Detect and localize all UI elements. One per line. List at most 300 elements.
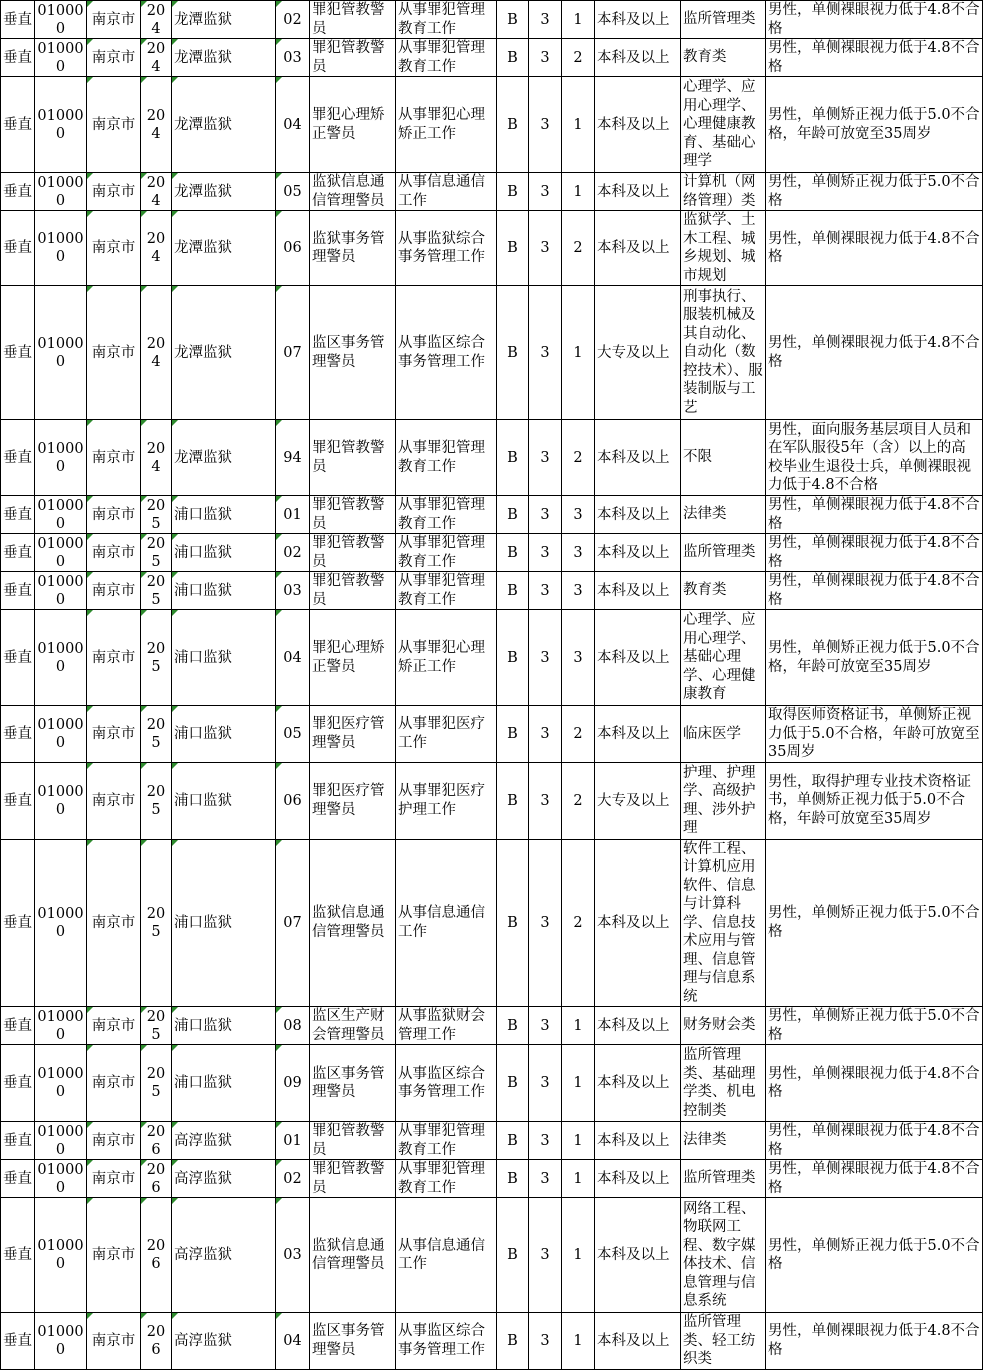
city-cell: 南京市 (87, 762, 141, 839)
note-cell: 男性，单侧矫正视力低于5.0不合格 (766, 1198, 983, 1313)
table-row (1, 1007, 983, 1045)
dept-code-cell: 010000 (35, 1007, 87, 1045)
category-cell: B (497, 496, 529, 534)
position-code-cell: 94 (276, 420, 310, 496)
dept-code-cell: 010000 (35, 1045, 87, 1122)
duty-cell: 从事监区综合事务管理工作 (396, 1313, 497, 1370)
note-cell: 男性，单侧裸眼视力低于4.8不合格 (766, 39, 983, 77)
unit-name-cell: 高淳监狱 (172, 1160, 276, 1198)
ratio-cell: 3 (529, 39, 562, 77)
duty-cell: 从事罪犯管理教育工作 (396, 1122, 497, 1160)
hire-count-cell: 1 (562, 1122, 595, 1160)
note-cell: 男性，单侧裸眼视力低于4.8不合格 (766, 286, 983, 420)
unit-name-cell: 高淳监狱 (172, 1122, 276, 1160)
dept-cell: 垂直 (1, 1, 35, 39)
position-code-cell: 02 (276, 1160, 310, 1198)
table-row (1, 762, 983, 839)
position-code-cell: 03 (276, 572, 310, 610)
major-cell: 网络工程、物联网工程、数字媒体技术、信息管理与信息系统 (681, 1198, 766, 1313)
unit-code-cell: 205 (141, 1007, 172, 1045)
category-cell: B (497, 1045, 529, 1122)
category-cell: B (497, 1198, 529, 1313)
city-cell: 南京市 (87, 1045, 141, 1122)
unit-name-cell: 浦口监狱 (172, 1007, 276, 1045)
position-code-cell: 01 (276, 1122, 310, 1160)
duty-cell: 从事监狱财会管理工作 (396, 1007, 497, 1045)
table-row (1, 1045, 983, 1122)
education-cell: 本科及以上 (595, 1122, 681, 1160)
dept-cell: 垂直 (1, 1198, 35, 1313)
education-cell: 大专及以上 (595, 762, 681, 839)
hire-count-cell: 1 (562, 1007, 595, 1045)
unit-name-cell: 龙潭监狱 (172, 420, 276, 496)
city-cell: 南京市 (87, 286, 141, 420)
unit-code-cell: 206 (141, 1160, 172, 1198)
position-name-cell: 罪犯医疗管理警员 (310, 706, 396, 763)
city-cell: 南京市 (87, 173, 141, 211)
hire-count-cell: 3 (562, 496, 595, 534)
unit-name-cell: 浦口监狱 (172, 762, 276, 839)
table-row (1, 420, 983, 496)
dept-code-cell: 010000 (35, 496, 87, 534)
city-cell: 南京市 (87, 211, 141, 286)
education-cell: 本科及以上 (595, 39, 681, 77)
unit-name-cell: 龙潭监狱 (172, 211, 276, 286)
major-cell: 教育类 (681, 39, 766, 77)
unit-name-cell: 浦口监狱 (172, 839, 276, 1007)
ratio-cell: 3 (529, 762, 562, 839)
category-cell: B (497, 211, 529, 286)
position-code-cell: 05 (276, 706, 310, 763)
note-cell: 男性，取得护理专业技术资格证书，单侧矫正视力低于5.0不合格，年龄可放宽至35周岁 (766, 762, 983, 839)
category-cell: B (497, 173, 529, 211)
dept-cell: 垂直 (1, 420, 35, 496)
education-cell: 本科及以上 (595, 839, 681, 1007)
category-cell: B (497, 1122, 529, 1160)
unit-code-cell: 205 (141, 1045, 172, 1122)
city-cell: 南京市 (87, 706, 141, 763)
position-name-cell: 罪犯心理矫正警员 (310, 77, 396, 173)
ratio-cell: 3 (529, 286, 562, 420)
ratio-cell: 3 (529, 1007, 562, 1045)
city-cell: 南京市 (87, 610, 141, 706)
table-row (1, 1, 983, 39)
dept-code-cell: 010000 (35, 762, 87, 839)
position-name-cell: 罪犯管教警员 (310, 496, 396, 534)
ratio-cell: 3 (529, 173, 562, 211)
unit-name-cell: 龙潭监狱 (172, 286, 276, 420)
position-code-cell: 05 (276, 173, 310, 211)
ratio-cell: 3 (529, 420, 562, 496)
duty-cell: 从事罪犯心理矫正工作 (396, 610, 497, 706)
dept-cell: 垂直 (1, 1122, 35, 1160)
unit-code-cell: 206 (141, 1122, 172, 1160)
category-cell: B (497, 706, 529, 763)
position-name-cell: 监狱信息通信管理警员 (310, 839, 396, 1007)
ratio-cell: 3 (529, 610, 562, 706)
major-cell: 心理学、应用心理学、基础心理学、心理健康教育 (681, 610, 766, 706)
major-cell: 监所管理类、轻工纺织类 (681, 1313, 766, 1370)
major-cell: 监所管理类、基础理学类、机电控制类 (681, 1045, 766, 1122)
major-cell: 教育类 (681, 572, 766, 610)
dept-cell: 垂直 (1, 286, 35, 420)
table-row (1, 77, 983, 173)
unit-code-cell: 204 (141, 211, 172, 286)
note-cell: 男性，单侧矫正视力低于5.0不合格 (766, 173, 983, 211)
major-cell: 监所管理类 (681, 1, 766, 39)
position-code-cell: 01 (276, 496, 310, 534)
table-row (1, 173, 983, 211)
category-cell: B (497, 762, 529, 839)
position-name-cell: 罪犯管教警员 (310, 420, 396, 496)
table-row (1, 211, 983, 286)
major-cell: 监所管理类 (681, 534, 766, 572)
ratio-cell: 3 (529, 1, 562, 39)
education-cell: 本科及以上 (595, 77, 681, 173)
dept-code-cell: 010000 (35, 211, 87, 286)
duty-cell: 从事罪犯管理教育工作 (396, 534, 497, 572)
hire-count-cell: 3 (562, 572, 595, 610)
position-code-cell: 08 (276, 1007, 310, 1045)
city-cell: 南京市 (87, 1313, 141, 1370)
note-cell: 男性，单侧裸眼视力低于4.8不合格 (766, 572, 983, 610)
category-cell: B (497, 286, 529, 420)
position-code-cell: 03 (276, 39, 310, 77)
ratio-cell: 3 (529, 1045, 562, 1122)
position-name-cell: 监狱事务管理警员 (310, 211, 396, 286)
category-cell: B (497, 1160, 529, 1198)
education-cell: 本科及以上 (595, 706, 681, 763)
dept-cell: 垂直 (1, 1313, 35, 1370)
duty-cell: 从事罪犯管理教育工作 (396, 496, 497, 534)
table-row (1, 1122, 983, 1160)
ratio-cell: 3 (529, 572, 562, 610)
duty-cell: 从事罪犯管理教育工作 (396, 1160, 497, 1198)
table-row (1, 534, 983, 572)
city-cell: 南京市 (87, 1198, 141, 1313)
note-cell: 男性，单侧矫正视力低于5.0不合格，年龄可放宽至35周岁 (766, 77, 983, 173)
position-code-cell: 06 (276, 762, 310, 839)
hire-count-cell: 1 (562, 1313, 595, 1370)
position-code-cell: 03 (276, 1198, 310, 1313)
category-cell: B (497, 420, 529, 496)
position-name-cell: 监区事务管理警员 (310, 1045, 396, 1122)
ratio-cell: 3 (529, 1198, 562, 1313)
position-code-cell: 09 (276, 1045, 310, 1122)
hire-count-cell: 2 (562, 839, 595, 1007)
table-row (1, 286, 983, 420)
table-row (1, 1313, 983, 1370)
dept-cell: 垂直 (1, 839, 35, 1007)
unit-code-cell: 206 (141, 1313, 172, 1370)
education-cell: 本科及以上 (595, 211, 681, 286)
position-name-cell: 罪犯管教警员 (310, 534, 396, 572)
dept-code-cell: 010000 (35, 1, 87, 39)
hire-count-cell: 1 (562, 1160, 595, 1198)
major-cell: 刑事执行、服装机械及其自动化、自动化（数控技术）、服装制版与工艺 (681, 286, 766, 420)
hire-count-cell: 1 (562, 1045, 595, 1122)
unit-name-cell: 浦口监狱 (172, 706, 276, 763)
dept-cell: 垂直 (1, 1007, 35, 1045)
position-code-cell: 04 (276, 1313, 310, 1370)
dept-cell: 垂直 (1, 706, 35, 763)
table-row (1, 1160, 983, 1198)
position-name-cell: 罪犯管教警员 (310, 1122, 396, 1160)
ratio-cell: 3 (529, 77, 562, 173)
city-cell: 南京市 (87, 1122, 141, 1160)
note-cell: 男性，单侧裸眼视力低于4.8不合格 (766, 211, 983, 286)
ratio-cell: 3 (529, 706, 562, 763)
dept-cell: 垂直 (1, 762, 35, 839)
unit-code-cell: 205 (141, 610, 172, 706)
hire-count-cell: 2 (562, 706, 595, 763)
unit-code-cell: 204 (141, 286, 172, 420)
dept-cell: 垂直 (1, 534, 35, 572)
table-row (1, 610, 983, 706)
unit-name-cell: 浦口监狱 (172, 572, 276, 610)
note-cell: 男性，单侧矫正视力低于5.0不合格 (766, 839, 983, 1007)
category-cell: B (497, 77, 529, 173)
position-name-cell: 监区事务管理警员 (310, 1313, 396, 1370)
dept-cell: 垂直 (1, 610, 35, 706)
dept-code-cell: 010000 (35, 39, 87, 77)
ratio-cell: 3 (529, 1160, 562, 1198)
position-name-cell: 罪犯管教警员 (310, 39, 396, 77)
unit-name-cell: 龙潭监狱 (172, 1, 276, 39)
position-name-cell: 监狱信息通信管理警员 (310, 173, 396, 211)
education-cell: 本科及以上 (595, 572, 681, 610)
note-cell: 男性，单侧矫正视力低于5.0不合格，年龄可放宽至35周岁 (766, 610, 983, 706)
city-cell: 南京市 (87, 496, 141, 534)
education-cell: 本科及以上 (595, 1045, 681, 1122)
dept-code-cell: 010000 (35, 706, 87, 763)
note-cell: 男性，单侧裸眼视力低于4.8不合格 (766, 496, 983, 534)
unit-code-cell: 204 (141, 173, 172, 211)
dept-code-cell: 010000 (35, 1313, 87, 1370)
note-cell: 男性，单侧裸眼视力低于4.8不合格 (766, 1160, 983, 1198)
dept-code-cell: 010000 (35, 420, 87, 496)
duty-cell: 从事罪犯医疗工作 (396, 706, 497, 763)
city-cell: 南京市 (87, 420, 141, 496)
unit-code-cell: 205 (141, 534, 172, 572)
position-code-cell: 04 (276, 77, 310, 173)
ratio-cell: 3 (529, 1122, 562, 1160)
city-cell: 南京市 (87, 572, 141, 610)
note-cell: 男性，单侧裸眼视力低于4.8不合格 (766, 1313, 983, 1370)
table-row (1, 839, 983, 1007)
hire-count-cell: 1 (562, 1, 595, 39)
ratio-cell: 3 (529, 496, 562, 534)
major-cell: 软件工程、计算机应用软件、信息与计算科学、信息技术应用与管理、信息管理与信息系统 (681, 839, 766, 1007)
position-name-cell: 监区事务管理警员 (310, 286, 396, 420)
duty-cell: 从事信息通信工作 (396, 839, 497, 1007)
unit-name-cell: 浦口监狱 (172, 496, 276, 534)
dept-cell: 垂直 (1, 1160, 35, 1198)
unit-code-cell: 205 (141, 839, 172, 1007)
note-cell: 男性，单侧裸眼视力低于4.8不合格 (766, 1122, 983, 1160)
table-row (1, 496, 983, 534)
unit-code-cell: 205 (141, 572, 172, 610)
dept-code-cell: 010000 (35, 1160, 87, 1198)
unit-code-cell: 204 (141, 420, 172, 496)
position-code-cell: 02 (276, 1, 310, 39)
unit-name-cell: 高淳监狱 (172, 1313, 276, 1370)
note-cell: 男性，单侧矫正视力低于5.0不合格 (766, 1007, 983, 1045)
ratio-cell: 3 (529, 211, 562, 286)
unit-name-cell: 浦口监狱 (172, 534, 276, 572)
category-cell: B (497, 534, 529, 572)
table-row (1, 39, 983, 77)
major-cell: 心理学、应用心理学、心理健康教育、基础心理学 (681, 77, 766, 173)
table-row (1, 706, 983, 763)
major-cell: 临床医学 (681, 706, 766, 763)
education-cell: 本科及以上 (595, 420, 681, 496)
major-cell: 法律类 (681, 496, 766, 534)
unit-code-cell: 204 (141, 77, 172, 173)
dept-cell: 垂直 (1, 173, 35, 211)
city-cell: 南京市 (87, 1007, 141, 1045)
education-cell: 本科及以上 (595, 1160, 681, 1198)
duty-cell: 从事监区综合事务管理工作 (396, 286, 497, 420)
category-cell: B (497, 1007, 529, 1045)
unit-code-cell: 206 (141, 1198, 172, 1313)
dept-code-cell: 010000 (35, 534, 87, 572)
unit-name-cell: 浦口监狱 (172, 610, 276, 706)
dept-code-cell: 010000 (35, 610, 87, 706)
education-cell: 本科及以上 (595, 1007, 681, 1045)
table-row (1, 572, 983, 610)
note-cell: 男性，单侧裸眼视力低于4.8不合格 (766, 1045, 983, 1122)
position-code-cell: 06 (276, 211, 310, 286)
ratio-cell: 3 (529, 1313, 562, 1370)
major-cell: 护理、护理学、高级护理、涉外护理 (681, 762, 766, 839)
hire-count-cell: 1 (562, 173, 595, 211)
hire-count-cell: 2 (562, 420, 595, 496)
position-name-cell: 罪犯心理矫正警员 (310, 610, 396, 706)
category-cell: B (497, 839, 529, 1007)
category-cell: B (497, 1, 529, 39)
dept-cell: 垂直 (1, 39, 35, 77)
major-cell: 财务财会类 (681, 1007, 766, 1045)
unit-code-cell: 205 (141, 496, 172, 534)
duty-cell: 从事监狱综合事务管理工作 (396, 211, 497, 286)
note-cell: 男性，面向服务基层项目人员和在军队服役5年（含）以上的高校毕业生退役士兵，单侧裸眼视力低于4.8不合格 (766, 420, 983, 496)
hire-count-cell: 2 (562, 762, 595, 839)
unit-name-cell: 高淳监狱 (172, 1198, 276, 1313)
dept-cell: 垂直 (1, 211, 35, 286)
ratio-cell: 3 (529, 534, 562, 572)
education-cell: 本科及以上 (595, 496, 681, 534)
category-cell: B (497, 1313, 529, 1370)
dept-cell: 垂直 (1, 496, 35, 534)
unit-code-cell: 204 (141, 1, 172, 39)
unit-code-cell: 205 (141, 706, 172, 763)
dept-code-cell: 010000 (35, 286, 87, 420)
position-name-cell: 监区生产财会管理警员 (310, 1007, 396, 1045)
unit-name-cell: 龙潭监狱 (172, 77, 276, 173)
education-cell: 本科及以上 (595, 1198, 681, 1313)
dept-cell: 垂直 (1, 77, 35, 173)
position-name-cell: 罪犯管教警员 (310, 1, 396, 39)
city-cell: 南京市 (87, 77, 141, 173)
city-cell: 南京市 (87, 1, 141, 39)
dept-code-cell: 010000 (35, 1122, 87, 1160)
education-cell: 本科及以上 (595, 1, 681, 39)
hire-count-cell: 2 (562, 39, 595, 77)
dept-code-cell: 010000 (35, 572, 87, 610)
unit-code-cell: 204 (141, 39, 172, 77)
position-code-cell: 02 (276, 534, 310, 572)
duty-cell: 从事罪犯医疗护理工作 (396, 762, 497, 839)
position-name-cell: 罪犯管教警员 (310, 572, 396, 610)
duty-cell: 从事信息通信工作 (396, 1198, 497, 1313)
duty-cell: 从事罪犯管理教育工作 (396, 420, 497, 496)
duty-cell: 从事监区综合事务管理工作 (396, 1045, 497, 1122)
dept-code-cell: 010000 (35, 839, 87, 1007)
position-name-cell: 监狱信息通信管理警员 (310, 1198, 396, 1313)
city-cell: 南京市 (87, 1160, 141, 1198)
duty-cell: 从事罪犯管理教育工作 (396, 1, 497, 39)
table-row (1, 1198, 983, 1313)
hire-count-cell: 2 (562, 211, 595, 286)
ratio-cell: 3 (529, 839, 562, 1007)
dept-cell: 垂直 (1, 1045, 35, 1122)
dept-code-cell: 010000 (35, 77, 87, 173)
category-cell: B (497, 572, 529, 610)
duty-cell: 从事罪犯心理矫正工作 (396, 77, 497, 173)
duty-cell: 从事罪犯管理教育工作 (396, 39, 497, 77)
unit-name-cell: 龙潭监狱 (172, 173, 276, 211)
education-cell: 本科及以上 (595, 173, 681, 211)
hire-count-cell: 1 (562, 286, 595, 420)
position-name-cell: 罪犯医疗管理警员 (310, 762, 396, 839)
table-body (1, 1, 983, 1370)
note-cell: 取得医师资格证书，单侧矫正视力低于5.0不合格，年龄可放宽至35周岁 (766, 706, 983, 763)
major-cell: 监所管理类 (681, 1160, 766, 1198)
duty-cell: 从事罪犯管理教育工作 (396, 572, 497, 610)
education-cell: 本科及以上 (595, 1313, 681, 1370)
note-cell: 男性，单侧裸眼视力低于4.8不合格 (766, 1, 983, 39)
duty-cell: 从事信息通信工作 (396, 173, 497, 211)
dept-code-cell: 010000 (35, 1198, 87, 1313)
city-cell: 南京市 (87, 839, 141, 1007)
note-cell: 男性，单侧裸眼视力低于4.8不合格 (766, 534, 983, 572)
hire-count-cell: 3 (562, 534, 595, 572)
city-cell: 南京市 (87, 39, 141, 77)
dept-cell: 垂直 (1, 572, 35, 610)
position-code-cell: 07 (276, 839, 310, 1007)
major-cell: 不限 (681, 420, 766, 496)
major-cell: 法律类 (681, 1122, 766, 1160)
hire-count-cell: 1 (562, 1198, 595, 1313)
education-cell: 本科及以上 (595, 534, 681, 572)
position-code-cell: 04 (276, 610, 310, 706)
unit-name-cell: 龙潭监狱 (172, 39, 276, 77)
city-cell: 南京市 (87, 534, 141, 572)
hire-count-cell: 1 (562, 77, 595, 173)
unit-name-cell: 浦口监狱 (172, 1045, 276, 1122)
education-cell: 本科及以上 (595, 610, 681, 706)
position-name-cell: 罪犯管教警员 (310, 1160, 396, 1198)
major-cell: 计算机（网络管理）类 (681, 173, 766, 211)
dept-code-cell: 010000 (35, 173, 87, 211)
position-code-cell: 07 (276, 286, 310, 420)
education-cell: 大专及以上 (595, 286, 681, 420)
category-cell: B (497, 39, 529, 77)
hire-count-cell: 3 (562, 610, 595, 706)
unit-code-cell: 205 (141, 762, 172, 839)
category-cell: B (497, 610, 529, 706)
